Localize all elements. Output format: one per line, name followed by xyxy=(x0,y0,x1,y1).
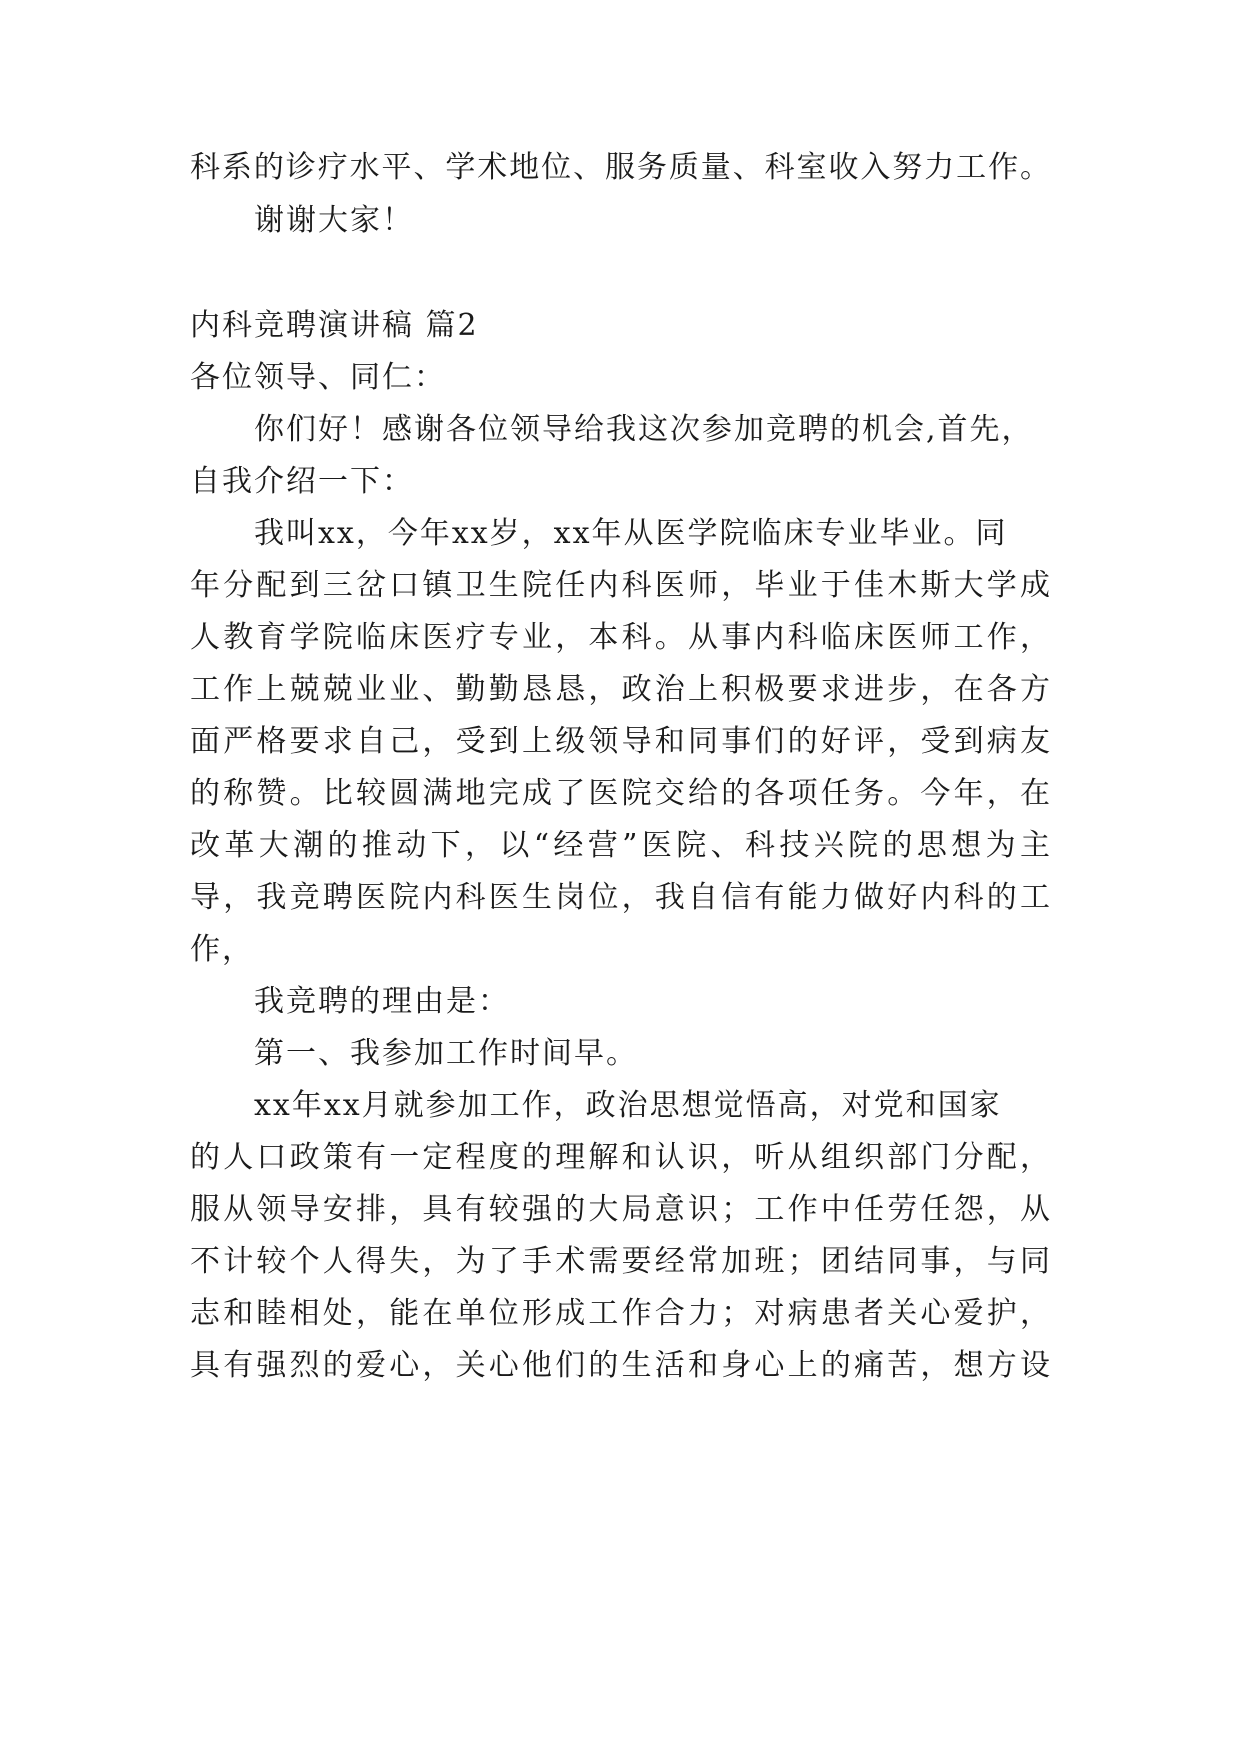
paragraph-line: 工作上兢兢业业、勤勤恳恳，政治上积极要求进步，在各方 xyxy=(190,672,1050,707)
paragraph-line: 面严格要求自己，受到上级领导和同事们的好评，受到病友 xyxy=(190,724,1050,759)
paragraph-line: 自我介绍一下： xyxy=(190,464,414,499)
paragraph-line: 你们好！感谢各位领导给我这次参加竞聘的机会,首先， xyxy=(254,412,1034,447)
paragraph-line: 不计较个人得失，为了手术需要经常加班；团结同事，与同 xyxy=(190,1244,1050,1279)
paragraph-line: xx年xx月就参加工作，政治思想觉悟高，对党和国家 xyxy=(254,1088,1002,1123)
salutation-line: 各位领导、同仁： xyxy=(190,360,446,395)
paragraph-line: 人教育学院临床医疗专业，本科。从事内科临床医师工作， xyxy=(190,620,1050,655)
paragraph-line: 我叫xx，今年xx岁，xx年从医学院临床专业毕业。同 xyxy=(254,516,1008,551)
paragraph-line: 导，我竞聘医院内科医生岗位，我自信有能力做好内科的工 xyxy=(190,880,1050,915)
paragraph-line: 的人口政策有一定程度的理解和认识，听从组织部门分配， xyxy=(190,1140,1050,1175)
paragraph-line: 谢谢大家！ xyxy=(254,203,414,238)
paragraph-line: 科系的诊疗水平、学术地位、服务质量、科室收入努力工作。 xyxy=(190,150,1050,185)
paragraph-line: 服从领导安排，具有较强的大局意识；工作中任劳任怨，从 xyxy=(190,1192,1050,1227)
paragraph-line: 具有强烈的爱心，关心他们的生活和身心上的痛苦，想方设 xyxy=(190,1348,1050,1383)
paragraph-line: 年分配到三岔口镇卫生院任内科医师，毕业于佳木斯大学成 xyxy=(190,568,1050,603)
paragraph-line: 我竞聘的理由是： xyxy=(254,984,510,1019)
paragraph-line: 改革大潮的推动下，以“经营”医院、科技兴院的思想为主 xyxy=(190,828,1050,863)
paragraph-line: 第一、我参加工作时间早。 xyxy=(254,1036,638,1071)
paragraph-line: 志和睦相处，能在单位形成工作合力；对病患者关心爱护， xyxy=(190,1296,1050,1331)
section-heading: 内科竞聘演讲稿 篇2 xyxy=(190,308,479,343)
paragraph-line: 作， xyxy=(190,932,254,967)
paragraph-line: 的称赞。比较圆满地完成了医院交给的各项任务。今年，在 xyxy=(190,776,1050,811)
